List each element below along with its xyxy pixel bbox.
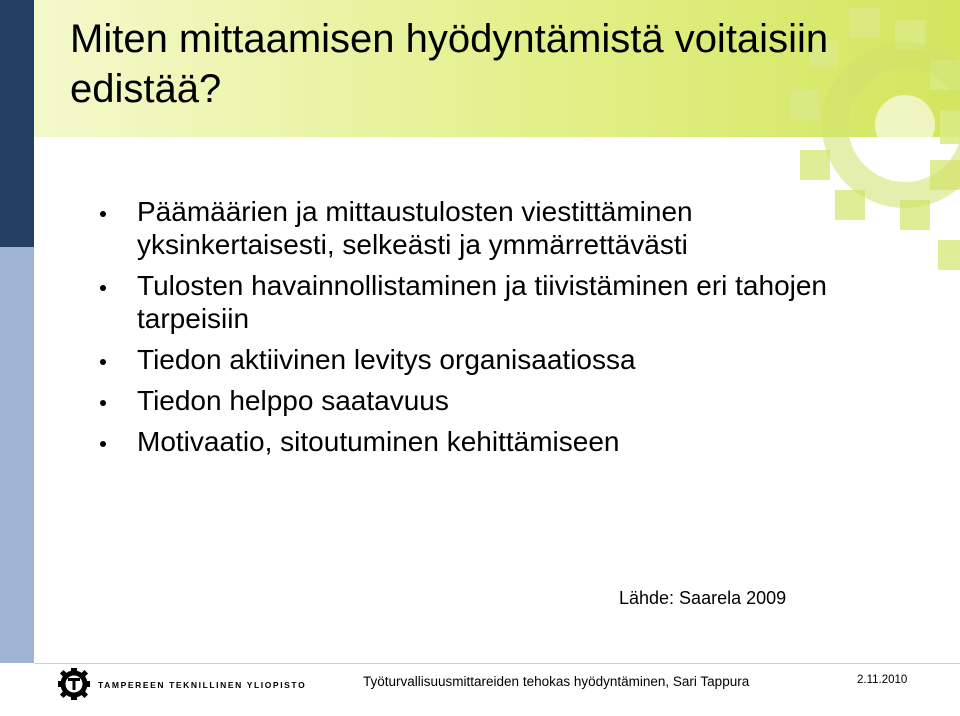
bullet-item: Tiedon helppo saatavuus bbox=[100, 384, 840, 417]
bullet-item: Tiedon aktiivinen levitys organisaatiossa bbox=[100, 343, 840, 376]
university-logo-icon bbox=[58, 668, 90, 700]
bullet-icon bbox=[100, 441, 106, 447]
bullet-icon bbox=[100, 400, 106, 406]
bullet-item: Tulosten havainnollistaminen ja tiivistäminen eri tahojen tarpeisiin bbox=[100, 269, 840, 335]
bullet-item: Motivaatio, sitoutuminen kehittämiseen bbox=[100, 425, 840, 458]
footer-presentation-title: Työturvallisuusmittareiden tehokas hyödyntäminen, Sari Tappura bbox=[363, 674, 750, 689]
source-citation: Lähde: Saarela 2009 bbox=[619, 588, 787, 608]
bullet-icon bbox=[100, 285, 106, 291]
bullet-icon bbox=[100, 359, 106, 365]
sidebar-light-stripe bbox=[0, 247, 34, 663]
university-logo-text: TAMPEREEN TEKNILLINEN YLIOPISTO bbox=[98, 680, 307, 690]
footer-date: 2.11.2010 bbox=[857, 674, 908, 686]
bullet-icon bbox=[100, 211, 106, 217]
sidebar-dark-stripe bbox=[0, 0, 34, 247]
slide-title: Miten mittaamisen hyödyntämistä voitaisiin edistää? bbox=[70, 17, 829, 111]
footer-divider bbox=[34, 663, 960, 664]
bullet-item: Päämäärien ja mittaustulosten viestittäminen yksinkertaisesti, selkeästi ja ymmärrettävästi bbox=[100, 195, 840, 261]
bullet-list bbox=[100, 195, 840, 466]
